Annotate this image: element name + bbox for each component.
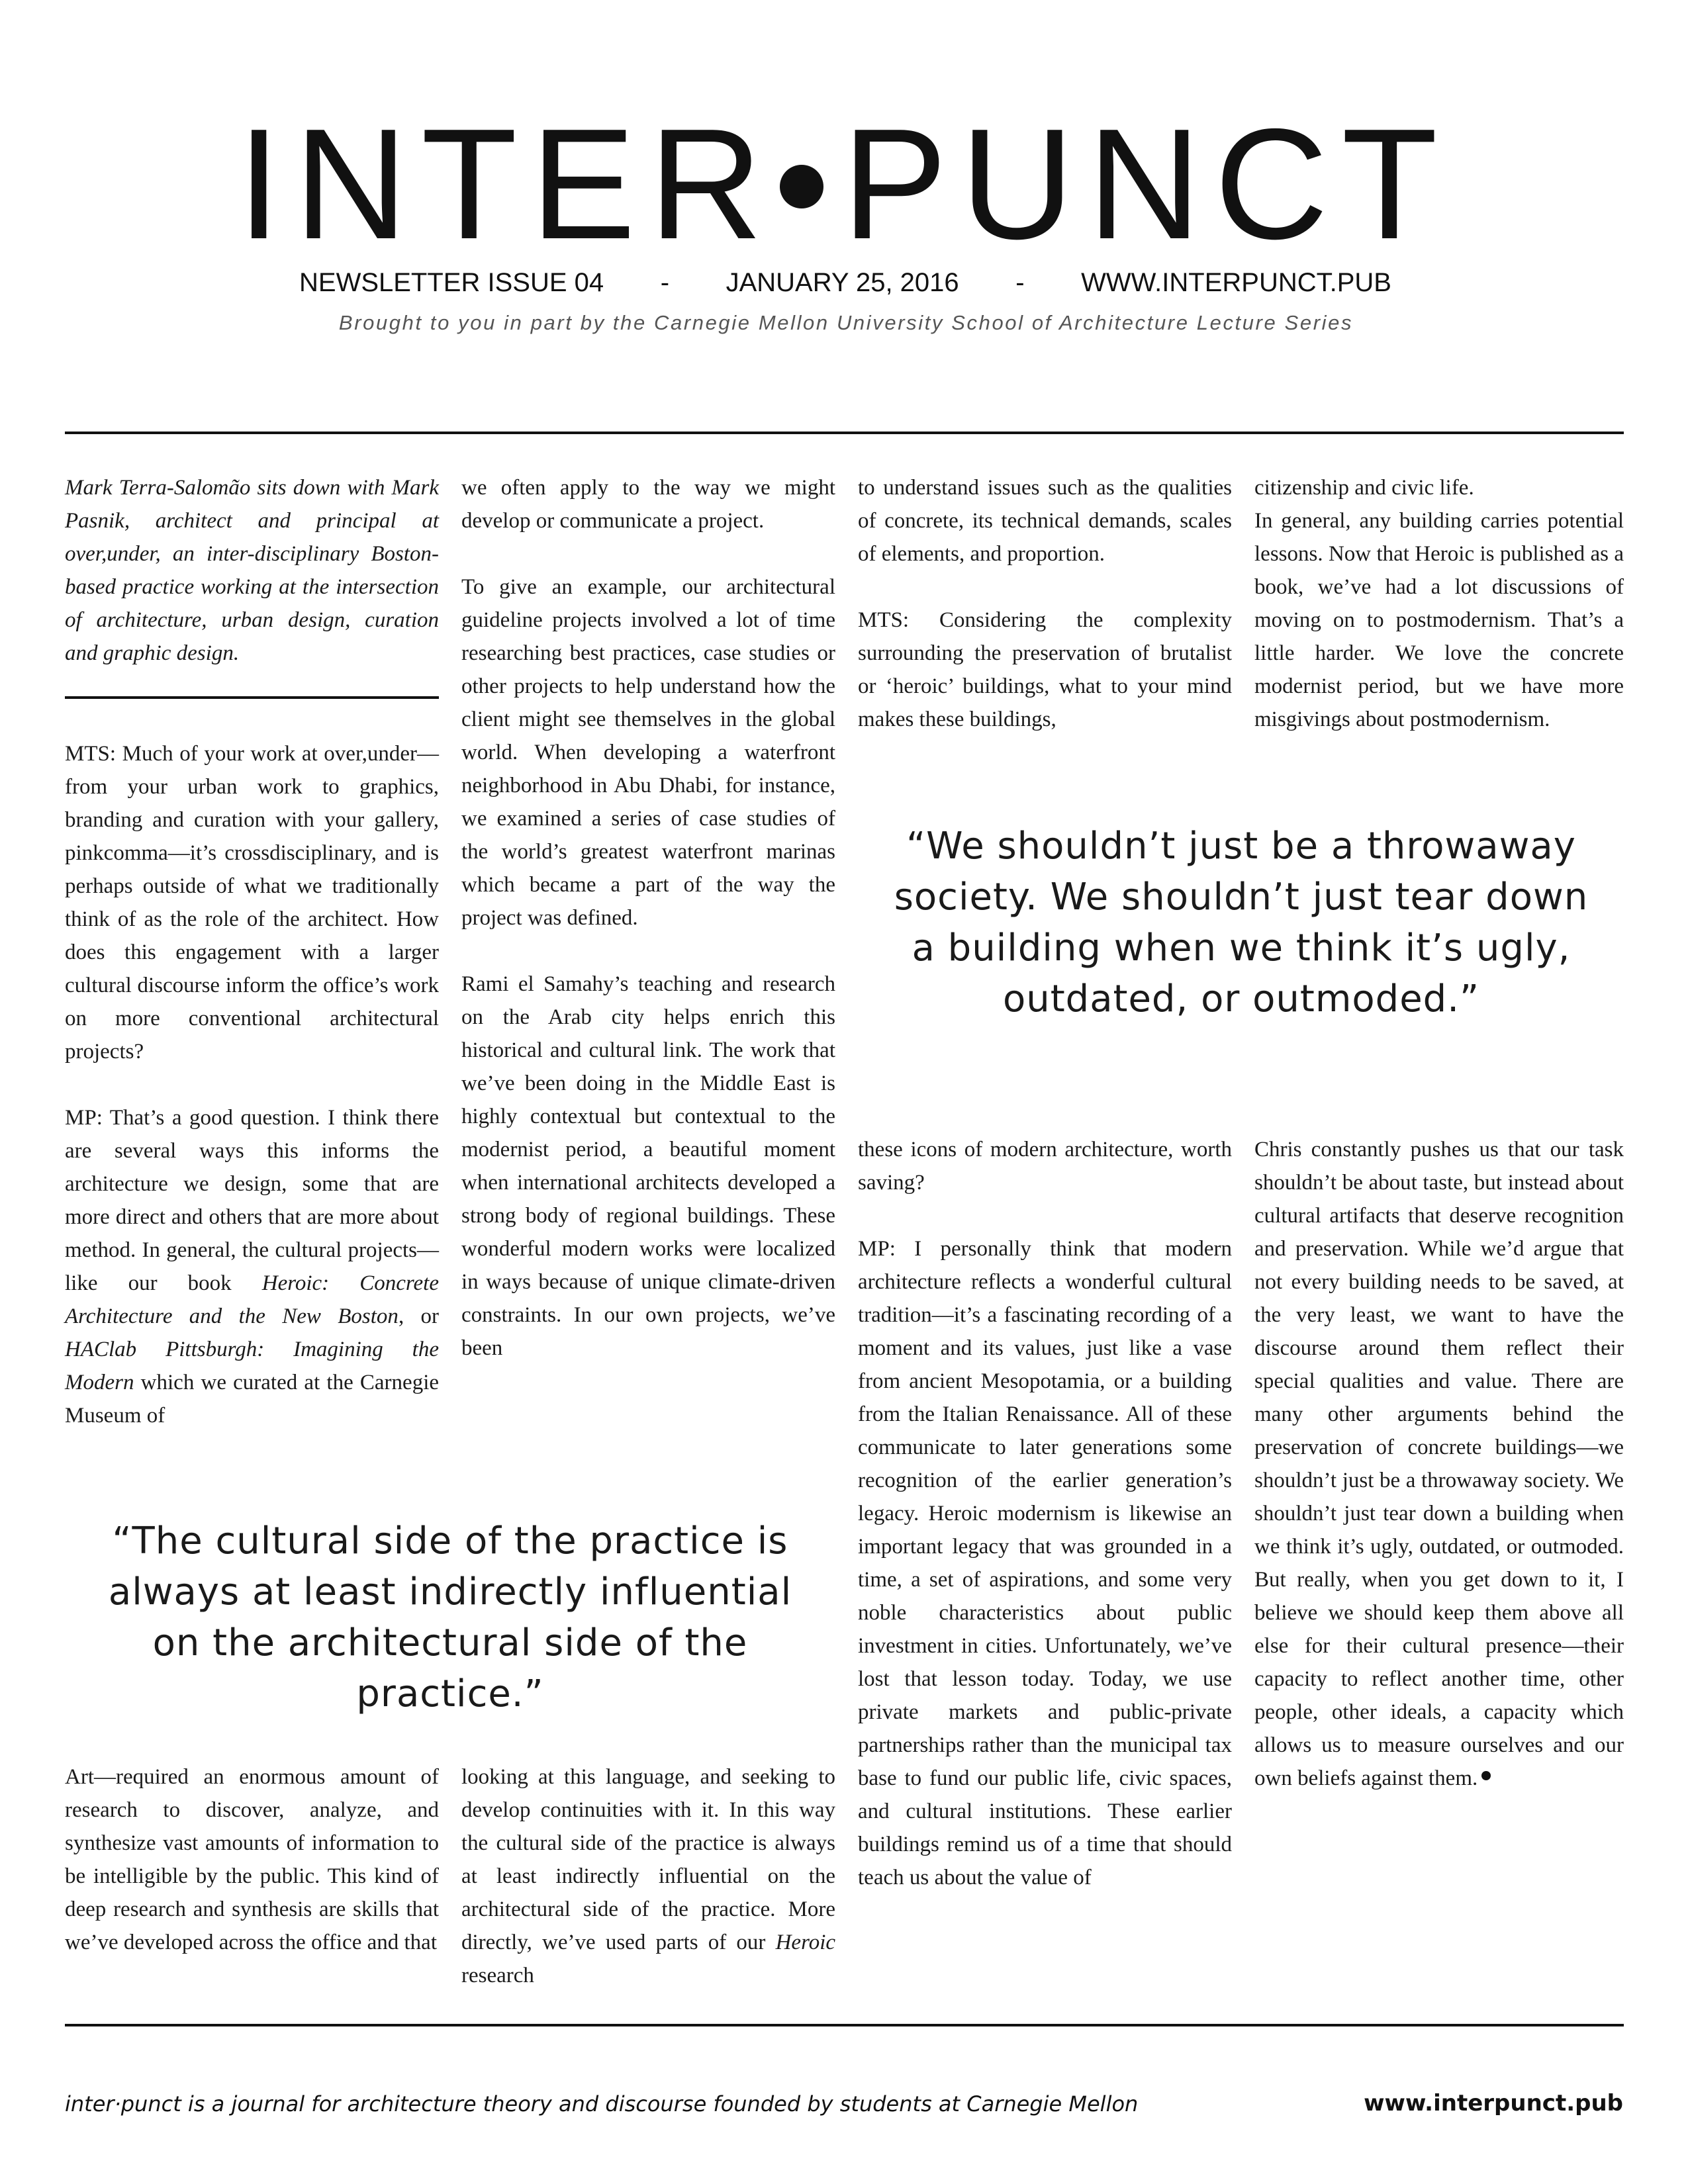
paragraph-text: looking at this language, and seeking to develop continuities with it. In this way the cultural side of the practice is always at least indirectly influential on the architectural side of the practice. More directly, we’ve used parts of our: [461, 1765, 835, 1954]
paragraph: In general, any building carries potential lessons. Now that Heroic is published as a book, we’ve had a lot discussions of moving on to postmodernism. That’s a little harder. We love the concrete modernist period, but we have more misgivings about postmodernism.: [1254, 509, 1624, 731]
paragraph: [461, 1760, 835, 1992]
bottom-divider: [65, 2024, 1624, 2026]
paragraph: MP: I personally think that modern architecture reflects a wonderful cultural tradition—it’s a fascinating recording of a moment and its values, just like a vase from ancient Mesopotamia, or a building from the Italian Renaissance. All of these communicate to later generations some recognition of the earlier generation’s legacy. Heroic modernism is likewise an important legacy that was grounded in a time, a set of aspirations, and some very noble characteristics about public investment in cities. Unfortunately, we’ve lost that lesson today. Today, we use private markets and public-private partnerships rather than the municipal tax base to fund our public life, civic spaces, and cultural institutions. These earlier buildings remind us of a time that should teach us about the value of: [858, 1237, 1232, 1889]
book-title-heroic: Heroic: [775, 1931, 836, 1954]
column-4-bottom: [1254, 1133, 1624, 1795]
column-2-bottom: [461, 1760, 835, 1992]
pull-quote-right: “We shouldn’t just be a throwaway society. We shouldn’t just tear down a building when we think it’s ugly, outdated, or outmoded.”: [894, 825, 1589, 1021]
paragraph-text: research: [461, 1964, 534, 1987]
masthead-punct: PUNCT: [842, 97, 1451, 272]
column-2-top: [461, 471, 835, 1365]
end-mark-icon: [1481, 1771, 1491, 1780]
paragraph-text: which we curated at the Carnegie Museum of: [65, 1371, 440, 1428]
paragraph: MTS: Considering the complexity surrounding the preservation of brutalist or ‘heroic’ buildings, what to your mind makes these buildings,: [858, 608, 1232, 731]
top-divider: [65, 432, 1624, 434]
paragraph: To give an example, our architectural guideline projects involved a lot of time researching best practices, case studies or other projects to help understand how the client might see themselves in the global world. When developing a waterfront neighborhood in Abu Dhabi, for instance, we examined a series of case studies of the world’s greatest waterfront marinas which became a part of the way the project was defined.: [461, 575, 835, 930]
issue-date: JANUARY 25, 2016: [726, 268, 959, 297]
paragraph: Rami el Samahy’s teaching and research on the Arab city helps enrich this historical and cultural link. The work that we’ve been doing in the Middle East is highly contextual but contextual to the modernist period, a beautiful moment when international architects developed a strong body of regional buildings. These wonderful modern works were localized in ways because of unique climate-driven constraints. In our own projects, we’ve been: [461, 972, 835, 1360]
column-1-bottom: [65, 1760, 439, 1959]
article-intro: [65, 471, 439, 670]
paragraph: Art—required an enormous amount of research to discover, analyze, and synthesize vast amounts of information to be intelligible by the public. This kind of deep research and synthesis are skills that we’ve developed across the office and that: [65, 1765, 439, 1954]
issue-number: NEWSLETTER ISSUE 04: [299, 268, 604, 297]
book-title-heroic: Heroic: Concrete Architecture and the New Boston: [65, 1271, 439, 1328]
footer-url[interactable]: www.interpunct.pub: [1364, 2090, 1623, 2116]
sponsor-tagline: Brought to you in part by the Carnegie Mellon University School of Architecture Lecture Series: [338, 311, 1354, 334]
paragraph: these icons of modern architecture, worth saving?: [858, 1138, 1232, 1195]
intro-paragraph: Mark Terra-Salomão sits down with Mark Pasnik, architect and principal at over,under, an inter-disciplinary Boston-based practice working at the intersection of architecture, urban design, curation and graphic design.: [65, 476, 439, 665]
paragraph: [1254, 1133, 1624, 1795]
column-4-top: [1254, 471, 1624, 736]
paragraph-text: MP: That’s a good question. I think there are several ways this informs the architecture we design, some that are more direct and others that are more about method. In general, the cultural projects—like our book: [65, 1106, 439, 1295]
intro-divider: [65, 696, 439, 699]
interpunct-dot-icon: [780, 165, 823, 208]
paragraph-text: Chris constantly pushes us that our task shouldn’t be about taste, but instead about cultural artifacts that deserve recognition and preservation. While we’d argue that not every building needs to be saved, at the very least, we want to have the discourse around them reflect their special qualities and value. There are many other arguments behind the preservation of concrete buildings—we shouldn’t just be a throwaway society. We shouldn’t just tear down a building when we think it’s ugly, outdated, or outmoded. But really, when you get down to it, I believe we should keep them above all else for their cultural presence—their capacity to reflect another time, other people, other ideals, a capacity which allows us to measure ourselves and our own beliefs against them.: [1254, 1138, 1624, 1790]
masthead-title: [0, 97, 1688, 272]
pull-quote-left: “The cultural side of the practice is always at least indirectly influential on the architectural side of the practice.”: [108, 1520, 792, 1715]
paragraph: [65, 1101, 439, 1432]
meta-separator: -: [660, 268, 670, 297]
book-title-haclab: HAClab Pittsburgh: Imagining the Modern: [65, 1338, 439, 1394]
issue-meta-line: [299, 268, 1391, 298]
paragraph: citizenship and civic life.: [1254, 476, 1474, 500]
paragraph: MTS: Much of your work at over,under—from your urban work to graphics, branding and curation with your gallery, pinkcomma—it’s crossdisciplinary, and is perhaps outside of what we traditionally think of as the role of the architect. How does this engagement with a larger cultural discourse inform the office’s work on more conventional architectural projects?: [65, 742, 439, 1064]
paragraph: we often apply to the way we might develop or communicate a project.: [461, 476, 835, 533]
meta-separator: -: [1015, 268, 1025, 297]
masthead-inter: INTER: [237, 97, 776, 272]
paragraph-text: , or: [398, 1304, 439, 1328]
column-3-bottom: [858, 1133, 1232, 1894]
paragraph: to understand issues such as the qualities of concrete, its technical demands, scales of elements, and proportion.: [858, 476, 1232, 566]
footer-about: inter·punct is a journal for architecture theory and discourse founded by students at Carnegie Mellon: [65, 2091, 1139, 2116]
column-3-top: [858, 471, 1232, 736]
header-url: WWW.INTERPUNCT.PUB: [1081, 268, 1391, 297]
column-1-top: [65, 737, 439, 1432]
